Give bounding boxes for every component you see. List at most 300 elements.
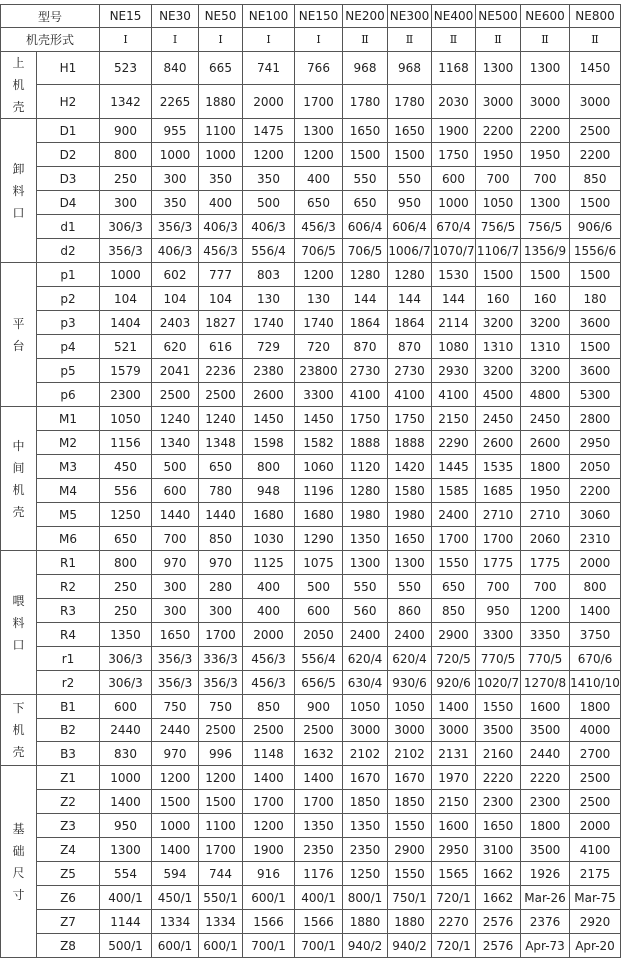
model-header-cell: NE200 <box>343 5 388 28</box>
group-label-char: 口 <box>12 637 25 652</box>
value-cell: 2500 <box>243 719 295 742</box>
value-cell: 1900 <box>243 838 295 862</box>
value-cell: 144 <box>343 287 388 311</box>
group-label-char: 壳 <box>12 100 25 114</box>
value-cell: 1500 <box>570 191 621 215</box>
value-cell: 2131 <box>432 742 476 766</box>
value-cell: 850 <box>432 599 476 623</box>
value-cell: 720/5 <box>432 647 476 671</box>
value-cell: 1200 <box>295 263 343 287</box>
value-cell: 500 <box>152 455 199 479</box>
value-cell: 1550 <box>388 862 432 886</box>
value-cell: 2220 <box>476 766 521 790</box>
table-row <box>1 52 621 85</box>
model-header-cell: NE600 <box>521 5 570 28</box>
value-cell: 3000 <box>570 85 621 119</box>
value-cell: 620/4 <box>343 647 388 671</box>
value-cell: 1100 <box>199 119 243 143</box>
value-cell: 500 <box>243 191 295 215</box>
row-label: p1 <box>37 263 100 287</box>
value-cell: 1080 <box>432 335 476 359</box>
value-cell: 2300 <box>100 383 152 407</box>
value-cell: 3000 <box>432 719 476 742</box>
value-cell: 1775 <box>521 551 570 575</box>
value-cell: 620 <box>152 335 199 359</box>
value-cell: 1500 <box>199 790 243 814</box>
value-cell: 777 <box>199 263 243 287</box>
value-cell: 1500 <box>152 790 199 814</box>
value-cell: 1475 <box>243 119 295 143</box>
row-label: R4 <box>37 623 100 647</box>
value-cell: 1106/7 <box>476 239 521 263</box>
value-cell: 1075 <box>295 551 343 575</box>
table-row <box>1 862 621 886</box>
value-cell: 554 <box>100 862 152 886</box>
value-cell: 700 <box>476 167 521 191</box>
value-cell: 650 <box>295 191 343 215</box>
value-cell: 406/3 <box>243 215 295 239</box>
value-cell: 1006/7 <box>388 239 432 263</box>
value-cell: 306/3 <box>100 215 152 239</box>
value-cell: 2576 <box>476 910 521 934</box>
value-cell: 3000 <box>521 85 570 119</box>
value-cell: 1200 <box>243 814 295 838</box>
value-cell: 3600 <box>570 359 621 383</box>
value-cell: 104 <box>199 287 243 311</box>
value-cell: 1662 <box>476 886 521 910</box>
value-cell: 406/3 <box>152 239 199 263</box>
value-cell: 1310 <box>521 335 570 359</box>
group-label-char: 间 <box>12 460 25 475</box>
value-cell: 550 <box>388 575 432 599</box>
value-cell: 1864 <box>388 311 432 335</box>
table-row <box>1 191 621 215</box>
value-cell: 1440 <box>199 503 243 527</box>
value-cell: 400/1 <box>295 886 343 910</box>
value-cell: 2000 <box>570 551 621 575</box>
value-cell: 1850 <box>343 790 388 814</box>
type-header-cell: Ⅱ <box>521 28 570 52</box>
table-row <box>1 671 621 695</box>
value-cell: 1500 <box>570 335 621 359</box>
row-label: R2 <box>37 575 100 599</box>
value-cell: 1535 <box>476 455 521 479</box>
row-label: Z2 <box>37 790 100 814</box>
row-label: B1 <box>37 695 100 719</box>
value-cell: 144 <box>388 287 432 311</box>
value-cell: 3500 <box>521 719 570 742</box>
table-row <box>1 719 621 742</box>
value-cell: 970 <box>152 551 199 575</box>
value-cell: 1250 <box>343 862 388 886</box>
value-cell: 700/1 <box>243 934 295 958</box>
type-header-cell: Ⅱ <box>570 28 621 52</box>
value-cell: 1404 <box>100 311 152 335</box>
table-row <box>1 167 621 191</box>
value-cell: 1000 <box>152 814 199 838</box>
model-header-cell: NE30 <box>152 5 199 28</box>
value-cell: 1950 <box>521 143 570 167</box>
row-label: H2 <box>37 85 100 119</box>
value-cell: 1598 <box>243 431 295 455</box>
value-cell: 1000 <box>199 143 243 167</box>
value-cell: 955 <box>152 119 199 143</box>
value-cell: 1410/10 <box>570 671 621 695</box>
value-cell: 1156 <box>100 431 152 455</box>
value-cell: 1334 <box>152 910 199 934</box>
value-cell: 1070/7 <box>432 239 476 263</box>
value-cell: 1030 <box>243 527 295 551</box>
model-header-cell: NE300 <box>388 5 432 28</box>
value-cell: 2400 <box>432 503 476 527</box>
row-label: Z8 <box>37 934 100 958</box>
model-header-cell: NE50 <box>199 5 243 28</box>
value-cell: 4500 <box>476 383 521 407</box>
value-cell: 700 <box>476 575 521 599</box>
value-cell: 1680 <box>243 503 295 527</box>
value-cell: 750 <box>199 695 243 719</box>
value-cell: 860 <box>388 599 432 623</box>
value-cell: 400 <box>243 575 295 599</box>
value-cell: 800 <box>100 143 152 167</box>
value-cell: 800 <box>570 575 621 599</box>
value-cell: 1500 <box>521 263 570 287</box>
model-header-cell: NE150 <box>295 5 343 28</box>
value-cell: 1348 <box>199 431 243 455</box>
value-cell: 2500 <box>199 383 243 407</box>
row-label: D4 <box>37 191 100 215</box>
group-label <box>1 551 37 695</box>
table-row <box>1 838 621 862</box>
value-cell: 906/6 <box>570 215 621 239</box>
value-cell: 2270 <box>432 910 476 934</box>
value-cell: 1650 <box>343 119 388 143</box>
table-row <box>1 814 621 838</box>
value-cell: 600/1 <box>199 934 243 958</box>
value-cell: 720/1 <box>432 934 476 958</box>
value-cell: 2300 <box>521 790 570 814</box>
row-label: D3 <box>37 167 100 191</box>
value-cell: 616 <box>199 335 243 359</box>
value-cell: Apr-20 <box>570 934 621 958</box>
value-cell: 456/3 <box>199 239 243 263</box>
value-cell: 1050 <box>343 695 388 719</box>
value-cell: 1775 <box>476 551 521 575</box>
value-cell: 350 <box>199 167 243 191</box>
value-cell: 2950 <box>570 431 621 455</box>
value-cell: 950 <box>476 599 521 623</box>
value-cell: 1280 <box>343 479 388 503</box>
value-cell: 665 <box>199 52 243 85</box>
value-cell: 1200 <box>243 143 295 167</box>
group-label-char: 平 <box>12 316 25 331</box>
value-cell: 306/3 <box>100 647 152 671</box>
value-cell: 600/1 <box>243 886 295 910</box>
value-cell: 1900 <box>432 119 476 143</box>
value-cell: 1970 <box>432 766 476 790</box>
group-label-char: 料 <box>12 183 25 198</box>
value-cell: 600/1 <box>152 934 199 958</box>
value-cell: 1580 <box>388 479 432 503</box>
value-cell: 1600 <box>432 814 476 838</box>
value-cell: 2800 <box>570 407 621 431</box>
type-label: 机壳形式 <box>1 28 100 52</box>
value-cell: 3200 <box>521 311 570 335</box>
group-label-char: 机 <box>12 78 25 92</box>
table-row <box>1 215 621 239</box>
value-cell: 2050 <box>295 623 343 647</box>
value-cell: 3200 <box>476 359 521 383</box>
row-label: p2 <box>37 287 100 311</box>
table-row <box>1 766 621 790</box>
value-cell: 1300 <box>343 551 388 575</box>
value-cell: 1926 <box>521 862 570 886</box>
value-cell: 750 <box>152 695 199 719</box>
value-cell: 1200 <box>295 143 343 167</box>
value-cell: 700 <box>521 167 570 191</box>
value-cell: 1400 <box>243 766 295 790</box>
table-row <box>1 119 621 143</box>
value-cell: 2000 <box>243 623 295 647</box>
row-label: R3 <box>37 599 100 623</box>
value-cell: 550 <box>343 167 388 191</box>
model-header-cell: NE800 <box>570 5 621 28</box>
value-cell: 1550 <box>388 814 432 838</box>
value-cell: 2600 <box>476 431 521 455</box>
value-cell: 560 <box>343 599 388 623</box>
row-label: p6 <box>37 383 100 407</box>
value-cell: 1168 <box>432 52 476 85</box>
model-label: 型号 <box>1 5 100 28</box>
table-row <box>1 287 621 311</box>
value-cell: 741 <box>243 52 295 85</box>
value-cell: 2500 <box>570 790 621 814</box>
table-row <box>1 647 621 671</box>
dimension-table <box>0 4 621 958</box>
value-cell: 800 <box>243 455 295 479</box>
value-cell: 450 <box>100 455 152 479</box>
value-cell: 1420 <box>388 455 432 479</box>
value-cell: 1340 <box>152 431 199 455</box>
value-cell: 1500 <box>476 263 521 287</box>
value-cell: 4100 <box>432 383 476 407</box>
table-row <box>1 790 621 814</box>
value-cell: 3300 <box>295 383 343 407</box>
table-row <box>1 335 621 359</box>
model-header-cell: NE15 <box>100 5 152 28</box>
value-cell: 1566 <box>243 910 295 934</box>
row-label: B2 <box>37 719 100 742</box>
value-cell: 104 <box>100 287 152 311</box>
value-cell: 2200 <box>476 119 521 143</box>
value-cell: 1800 <box>570 695 621 719</box>
value-cell: 400 <box>243 599 295 623</box>
value-cell: 1600 <box>521 695 570 719</box>
value-cell: 996 <box>199 742 243 766</box>
value-cell: 1750 <box>432 143 476 167</box>
value-cell: 1700 <box>295 85 343 119</box>
value-cell: 600 <box>100 695 152 719</box>
table-row <box>1 551 621 575</box>
value-cell: 356/3 <box>152 671 199 695</box>
value-cell: 1500 <box>570 263 621 287</box>
value-cell: 1864 <box>343 311 388 335</box>
value-cell: 3750 <box>570 623 621 647</box>
value-cell: 2930 <box>432 359 476 383</box>
value-cell: 2500 <box>152 383 199 407</box>
value-cell: 556/4 <box>295 647 343 671</box>
value-cell: 1662 <box>476 862 521 886</box>
value-cell: 2900 <box>432 623 476 647</box>
table-row <box>1 407 621 431</box>
table-row <box>1 359 621 383</box>
value-cell: 180 <box>570 287 621 311</box>
value-cell: 406/3 <box>199 215 243 239</box>
row-label: D1 <box>37 119 100 143</box>
value-cell: 160 <box>521 287 570 311</box>
row-label: M2 <box>37 431 100 455</box>
value-cell: 3600 <box>570 311 621 335</box>
value-cell: 556/4 <box>243 239 295 263</box>
value-cell: 2730 <box>388 359 432 383</box>
value-cell: 600 <box>432 167 476 191</box>
group-label-char: 础 <box>12 843 25 858</box>
value-cell: 2060 <box>521 527 570 551</box>
table-row <box>1 311 621 335</box>
value-cell: 1530 <box>432 263 476 287</box>
value-cell: 1196 <box>295 479 343 503</box>
value-cell: 1400 <box>570 599 621 623</box>
value-cell: 950 <box>388 191 432 215</box>
value-cell: 2000 <box>570 814 621 838</box>
value-cell: 2150 <box>432 407 476 431</box>
value-cell: 1650 <box>388 119 432 143</box>
value-cell: 656/5 <box>295 671 343 695</box>
value-cell: 744 <box>199 862 243 886</box>
value-cell: 670/6 <box>570 647 621 671</box>
value-cell: 1100 <box>199 814 243 838</box>
value-cell: 970 <box>152 742 199 766</box>
value-cell: 1827 <box>199 311 243 335</box>
value-cell: 1450 <box>570 52 621 85</box>
value-cell: 1585 <box>432 479 476 503</box>
value-cell: 2440 <box>521 742 570 766</box>
value-cell: 4100 <box>343 383 388 407</box>
value-cell: 3300 <box>476 623 521 647</box>
value-cell: 2160 <box>476 742 521 766</box>
value-cell: 1550 <box>476 695 521 719</box>
value-cell: 1650 <box>476 814 521 838</box>
value-cell: 1440 <box>152 503 199 527</box>
value-cell: 400 <box>199 191 243 215</box>
value-cell: 1050 <box>388 695 432 719</box>
value-cell: 1300 <box>521 52 570 85</box>
value-cell: 770/5 <box>521 647 570 671</box>
value-cell: Mar-26 <box>521 886 570 910</box>
value-cell: 23800 <box>295 359 343 383</box>
value-cell: 1000 <box>100 263 152 287</box>
value-cell: 350 <box>243 167 295 191</box>
value-cell: 2220 <box>521 766 570 790</box>
value-cell: 1980 <box>388 503 432 527</box>
value-cell: 2376 <box>521 910 570 934</box>
value-cell: 1400 <box>100 790 152 814</box>
table-row <box>1 431 621 455</box>
type-header-cell: I <box>100 28 152 52</box>
value-cell: 1566 <box>295 910 343 934</box>
value-cell: 1290 <box>295 527 343 551</box>
value-cell: 2450 <box>476 407 521 431</box>
value-cell: 1200 <box>521 599 570 623</box>
value-cell: 3200 <box>476 311 521 335</box>
value-cell: 456/3 <box>243 671 295 695</box>
value-cell: 780 <box>199 479 243 503</box>
value-cell: 1148 <box>243 742 295 766</box>
row-label: B3 <box>37 742 100 766</box>
value-cell: 870 <box>388 335 432 359</box>
value-cell: 104 <box>152 287 199 311</box>
value-cell: 1680 <box>295 503 343 527</box>
header-row-types <box>1 28 621 52</box>
value-cell: 300 <box>152 167 199 191</box>
value-cell: 940/2 <box>343 934 388 958</box>
value-cell: 1582 <box>295 431 343 455</box>
value-cell: 1670 <box>388 766 432 790</box>
model-header-cell: NE400 <box>432 5 476 28</box>
table-row <box>1 383 621 407</box>
value-cell: 2440 <box>100 719 152 742</box>
model-header-cell: NE100 <box>243 5 295 28</box>
value-cell: 3000 <box>476 85 521 119</box>
value-cell: 3100 <box>476 838 521 862</box>
group-label <box>1 695 37 766</box>
value-cell: 1450 <box>243 407 295 431</box>
type-header-cell: I <box>199 28 243 52</box>
table-row <box>1 934 621 958</box>
value-cell: 1500 <box>343 143 388 167</box>
table-row <box>1 910 621 934</box>
value-cell: 1800 <box>521 814 570 838</box>
value-cell: 1950 <box>476 143 521 167</box>
value-cell: 1888 <box>343 431 388 455</box>
value-cell: 556 <box>100 479 152 503</box>
row-label: M3 <box>37 455 100 479</box>
value-cell: 130 <box>243 287 295 311</box>
value-cell: 1240 <box>199 407 243 431</box>
value-cell: 336/3 <box>199 647 243 671</box>
group-label-char: 机 <box>12 482 25 497</box>
value-cell: 2710 <box>521 503 570 527</box>
value-cell: 1850 <box>388 790 432 814</box>
value-cell: 1700 <box>432 527 476 551</box>
value-cell: 729 <box>243 335 295 359</box>
value-cell: 4800 <box>521 383 570 407</box>
value-cell: 4100 <box>570 838 621 862</box>
row-label: r1 <box>37 647 100 671</box>
value-cell: 3500 <box>476 719 521 742</box>
value-cell: 3500 <box>521 838 570 862</box>
group-label <box>1 52 37 119</box>
value-cell: 1300 <box>100 838 152 862</box>
value-cell: 1176 <box>295 862 343 886</box>
value-cell: 1579 <box>100 359 152 383</box>
value-cell: 306/3 <box>100 671 152 695</box>
group-label-char: 中 <box>12 438 25 453</box>
value-cell: 1670 <box>343 766 388 790</box>
row-label: Z7 <box>37 910 100 934</box>
value-cell: 1556/6 <box>570 239 621 263</box>
group-label <box>1 119 37 263</box>
